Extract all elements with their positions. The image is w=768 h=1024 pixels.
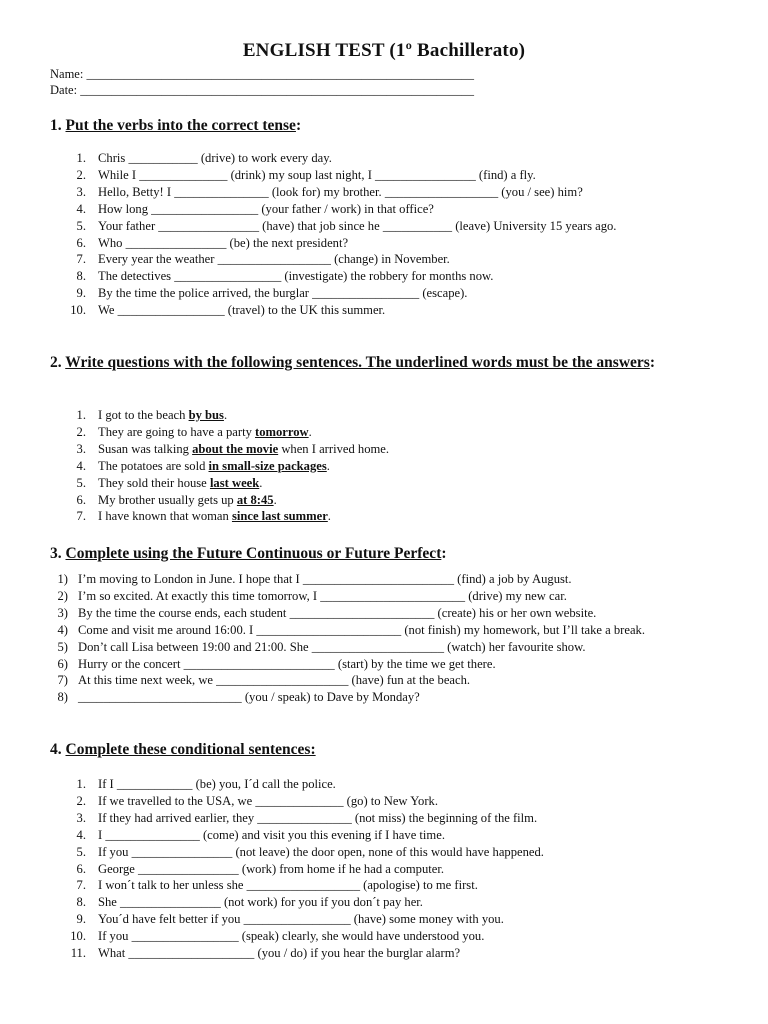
question-number: 2) [57, 588, 68, 603]
question-item [76, 810, 718, 827]
section-4-number: 4. [50, 741, 66, 758]
question-item [76, 251, 718, 268]
question-number: 6. [76, 492, 86, 507]
question-text-end: . [259, 475, 263, 490]
question-item [70, 302, 718, 319]
section-2-suffix: : [649, 354, 655, 371]
question-text: They sold their house [98, 475, 210, 490]
question-number: 4) [57, 622, 68, 637]
question-item [76, 877, 718, 894]
question-text: Who ________________ (be) the next president? [98, 235, 349, 250]
section-1-suffix: : [295, 117, 302, 134]
question-text: The potatoes are sold [98, 458, 209, 473]
underlined-answer: at 8:45 [236, 492, 274, 507]
question-text: George ________________ (work) from home if he had a computer. [98, 861, 445, 876]
question-item [76, 492, 718, 509]
question-number: 1. [76, 408, 86, 422]
question-number: 3. [76, 184, 86, 199]
question-number: 2. [76, 424, 86, 439]
question-item [57, 639, 723, 656]
question-text: My brother usually gets up [98, 492, 237, 507]
section-3-heading [50, 544, 710, 563]
section-3-number: 3. [50, 545, 66, 562]
question-item [76, 285, 718, 302]
question-number: 10. [70, 303, 86, 318]
section-4-heading [50, 740, 710, 759]
section-1-list [70, 150, 718, 319]
question-item [57, 656, 723, 673]
question-number: 11. [70, 946, 86, 961]
section-4-list [70, 776, 718, 962]
name-label: Name: [50, 67, 87, 81]
question-item [76, 407, 718, 424]
question-item [76, 235, 718, 252]
question-number: 6. [76, 235, 86, 250]
question-number: 8. [76, 895, 86, 910]
question-number: 3. [76, 810, 86, 825]
question-number: 5. [76, 218, 86, 233]
question-item [70, 928, 718, 945]
question-number: 7) [57, 673, 68, 688]
date-field [50, 82, 474, 98]
section-1-title: Put the verbs into the correct tense [65, 117, 296, 134]
section-3-list [57, 571, 723, 706]
question-text: Susan was talking [98, 441, 193, 456]
question-text: I’m moving to London in June. I hope that I ________________________ (find) a job by August. [78, 572, 572, 586]
date-label: Date: [50, 83, 81, 97]
question-item [70, 945, 718, 962]
question-number: 5. [76, 475, 86, 490]
question-text: If you _________________ (speak) clearly, she would have understood you. [98, 929, 485, 944]
section-1-number: 1. [50, 117, 66, 134]
test-title: ENGLISH TEST (1º Bachillerato) [242, 40, 526, 61]
question-text: What ____________________ (you / do) if you hear the burglar alarm? [98, 946, 461, 961]
question-item [76, 167, 718, 184]
question-text: I’m so excited. At exactly this time tomorrow, I _______________________ (drive) my new car. [78, 588, 567, 603]
question-text: Don’t call Lisa between 19:00 and 21:00. She _____________________ (watch) her favourite show. [78, 639, 586, 654]
question-number: 10. [70, 929, 86, 944]
date-blank: _______________________________________________________________ [80, 83, 474, 97]
question-item [76, 894, 718, 911]
question-text: Every year the weather __________________ (change) in November. [98, 252, 450, 267]
underlined-answer: since last summer [231, 509, 328, 524]
question-item [76, 793, 718, 810]
question-number: 4. [76, 201, 86, 216]
question-item [76, 827, 718, 844]
question-item [76, 776, 718, 793]
question-item [76, 424, 718, 441]
question-number: 3) [57, 605, 68, 620]
question-text-end: . [327, 509, 331, 524]
question-number: 8. [76, 269, 86, 284]
question-text-end: . [223, 408, 228, 422]
question-item [76, 458, 718, 475]
question-item [57, 588, 723, 605]
question-number: 1. [76, 151, 86, 165]
section-4-title: Complete these conditional sentences: [65, 741, 316, 758]
question-text: I _______________ (come) and visit you this evening if I have time. [98, 827, 445, 842]
question-number: 8) [57, 690, 68, 705]
question-text: I got to the beach [98, 408, 189, 422]
underlined-answer: last week [209, 475, 260, 490]
question-number: 7. [76, 509, 86, 524]
question-number: 2. [76, 793, 86, 808]
question-number: 1) [57, 572, 68, 586]
underlined-answer: by bus [188, 408, 224, 422]
question-text: If we travelled to the USA, we ______________ (go) to New York. [98, 793, 438, 808]
question-text: Hurry or the concert ________________________ (start) by the time we get there. [78, 656, 496, 671]
question-number: 3. [76, 441, 86, 456]
question-item [76, 441, 718, 458]
question-item [76, 508, 718, 525]
question-item [76, 268, 718, 285]
section-2-number: 2. [50, 354, 66, 371]
question-item [76, 150, 718, 167]
section-2-heading [50, 353, 710, 372]
question-text: Hello, Betty! I _______________ (look for) my brother. __________________ (you / see) him? [98, 184, 583, 199]
question-number: 5) [57, 639, 68, 654]
question-text: You´d have felt better if you _________________ (have) some money with you. [98, 912, 504, 927]
question-number: 2. [76, 167, 86, 182]
question-item [76, 218, 718, 235]
question-text: They are going to have a party [98, 424, 256, 439]
question-number: 9. [76, 912, 86, 927]
name-blank: ______________________________________________________________ [86, 67, 474, 81]
question-number: 5. [76, 844, 86, 859]
section-2-list [76, 407, 718, 525]
question-text: She ________________ (not work) for you if you don´t pay her. [98, 895, 423, 910]
question-number: 6) [57, 656, 68, 671]
question-item [76, 184, 718, 201]
question-text: If they had arrived earlier, they _______________ (not miss) the beginning of the film. [98, 810, 538, 825]
question-text: Come and visit me around 16:00. I _______________________ (not finish) my homework, but I’ll take a break. [78, 622, 645, 637]
underlined-answer: tomorrow [255, 424, 309, 439]
question-item [57, 672, 723, 689]
underlined-answer: in small-size packages [208, 458, 327, 473]
question-text: If I ____________ (be) you, I´d call the police. [98, 777, 336, 791]
question-text: By the time the course ends, each student _______________________ (create) his or her own website. [78, 605, 597, 620]
section-2-title: Write questions with the following sentences. The underlined words must be the answers [65, 354, 650, 371]
question-number: 7. [76, 252, 86, 267]
question-item [76, 201, 718, 218]
question-item [57, 622, 723, 639]
question-text: Chris ___________ (drive) to work every day. [98, 151, 332, 165]
question-text-end: . [326, 458, 330, 473]
question-text-end: . [273, 492, 277, 507]
question-text-end: . [308, 424, 312, 439]
question-text: I won´t talk to her unless she __________________ (apologise) to me first. [98, 878, 478, 893]
section-1-heading [50, 116, 710, 135]
question-item [76, 844, 718, 861]
question-text: While I ______________ (drink) my soup last night, I ________________ (find) a fly. [98, 167, 536, 182]
question-item [57, 605, 723, 622]
question-number: 7. [76, 878, 86, 893]
name-field [50, 66, 474, 82]
question-text: How long _________________ (your father / work) in that office? [98, 201, 434, 216]
question-text: At this time next week, we _____________________ (have) fun at the beach. [78, 673, 471, 688]
question-number: 4. [76, 827, 86, 842]
question-number: 4. [76, 458, 86, 473]
question-text: The detectives _________________ (investigate) the robbery for months now. [98, 269, 494, 284]
question-text: We _________________ (travel) to the UK this summer. [98, 303, 386, 318]
question-text-end: when I arrived home. [278, 441, 390, 456]
underlined-answer: about the movie [192, 441, 279, 456]
question-text: If you ________________ (not leave) the door open, none of this would have happened. [98, 844, 544, 859]
question-item [76, 475, 718, 492]
question-number: 6. [76, 861, 86, 876]
question-text: I have known that woman [98, 509, 232, 524]
question-number: 9. [76, 286, 86, 301]
question-text: __________________________ (you / speak) to Dave by Monday? [78, 690, 420, 705]
question-item [76, 911, 718, 928]
question-text: Your father ________________ (have) that job since he ___________ (leave) University 15 years ago. [98, 218, 617, 233]
question-number: 1. [76, 777, 86, 791]
section-3-suffix: : [441, 545, 447, 562]
question-item [76, 861, 718, 878]
question-item [57, 571, 723, 588]
question-item [57, 689, 723, 706]
question-text: By the time the police arrived, the burglar _________________ (escape). [98, 286, 468, 301]
section-3-title: Complete using the Future Continuous or Future Perfect [65, 545, 442, 562]
